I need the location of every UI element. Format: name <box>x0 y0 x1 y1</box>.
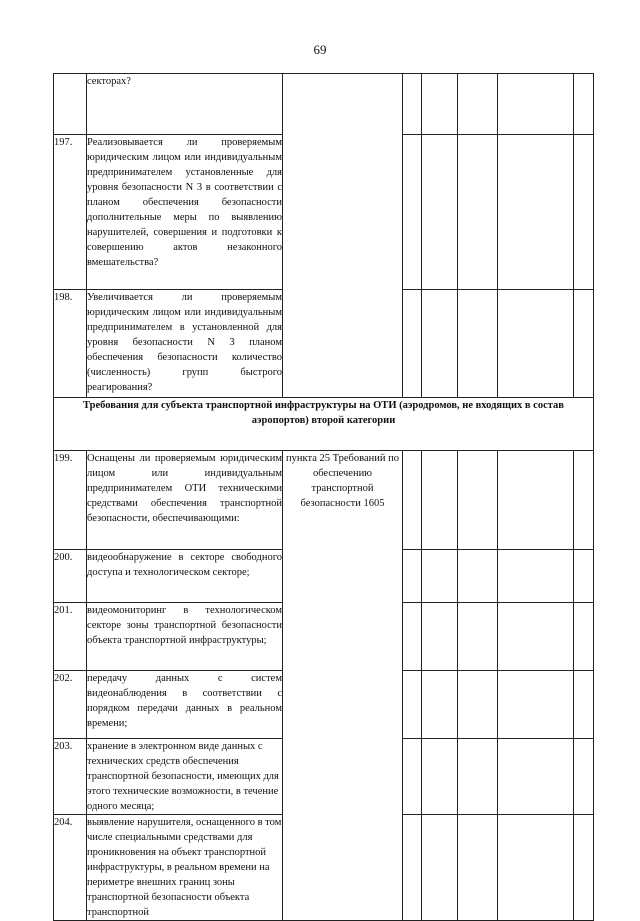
basis-cell <box>283 74 403 398</box>
section-row <box>54 398 594 451</box>
requirement-text: передачу данных с систем видеонаблюдения в соответствии с порядком передачи данных в реальном времени; <box>87 671 283 739</box>
requirement-text: Оснащены ли проверяемым юридическим лицом или индивидуальным предпринимателем ОТИ техническими средствами обеспечения транспортной безопасности, обеспечивающими: <box>87 451 283 550</box>
section-heading: Требования для субъекта транспортной инфраструктуры на ОТИ (аэродромов, не входящих в состав аэропортов) второй категории <box>54 398 594 451</box>
requirement-text: видеомониторинг в технологическом секторе зоны транспортной безопасности объекта транспортной инфраструктуры; <box>87 603 283 671</box>
row-number: 203. <box>54 739 87 815</box>
requirement-text: Увеличивается ли проверяемым юридическим лицом или индивидуальным предпринимателем в установленной для уровня безопасности N 3 планом обеспечения безопасности количество (численность) групп быстрого реагирования? <box>87 290 283 398</box>
row-number: 200. <box>54 550 87 603</box>
requirement-text: хранение в электронном виде данных с технических средств обеспечения транспортной безопасности, имеющих для этого технические возможности, в течение одного месяца; <box>87 739 283 815</box>
requirement-text: видеообнаружение в секторе свободного доступа и технологическом секторе; <box>87 550 283 603</box>
requirement-text: Реализовывается ли проверяемым юридическим лицом или индивидуальным предпринимателем установленные для уровня безопасности N 3 в соответствии с планом обеспечения безопасности дополнительные меры по выявлению нарушителей, совершения и подготовки к совершению актов незаконного вмешательства? <box>87 135 283 290</box>
requirement-text: выявление нарушителя, оснащенного в том числе специальными средствами для проникновения на объект транспортной инфраструктуры, в реальном времени на периметре внешних границ зоны транспортной безопасности объекта транспортной <box>87 815 283 921</box>
basis-cell: пункта 25 Требований по обеспечению транспортной безопасности 1605 <box>283 451 403 921</box>
checklist-table <box>53 73 594 921</box>
row-number: 204. <box>54 815 87 921</box>
row-number <box>54 74 87 135</box>
row-number: 199. <box>54 451 87 550</box>
requirement-text: секторах? <box>87 74 283 135</box>
row-number: 198. <box>54 290 87 398</box>
row-number: 201. <box>54 603 87 671</box>
row-number: 202. <box>54 671 87 739</box>
table-row <box>54 74 594 135</box>
table-row <box>54 451 594 550</box>
row-number: 197. <box>54 135 87 290</box>
page-number: 69 <box>313 42 327 57</box>
